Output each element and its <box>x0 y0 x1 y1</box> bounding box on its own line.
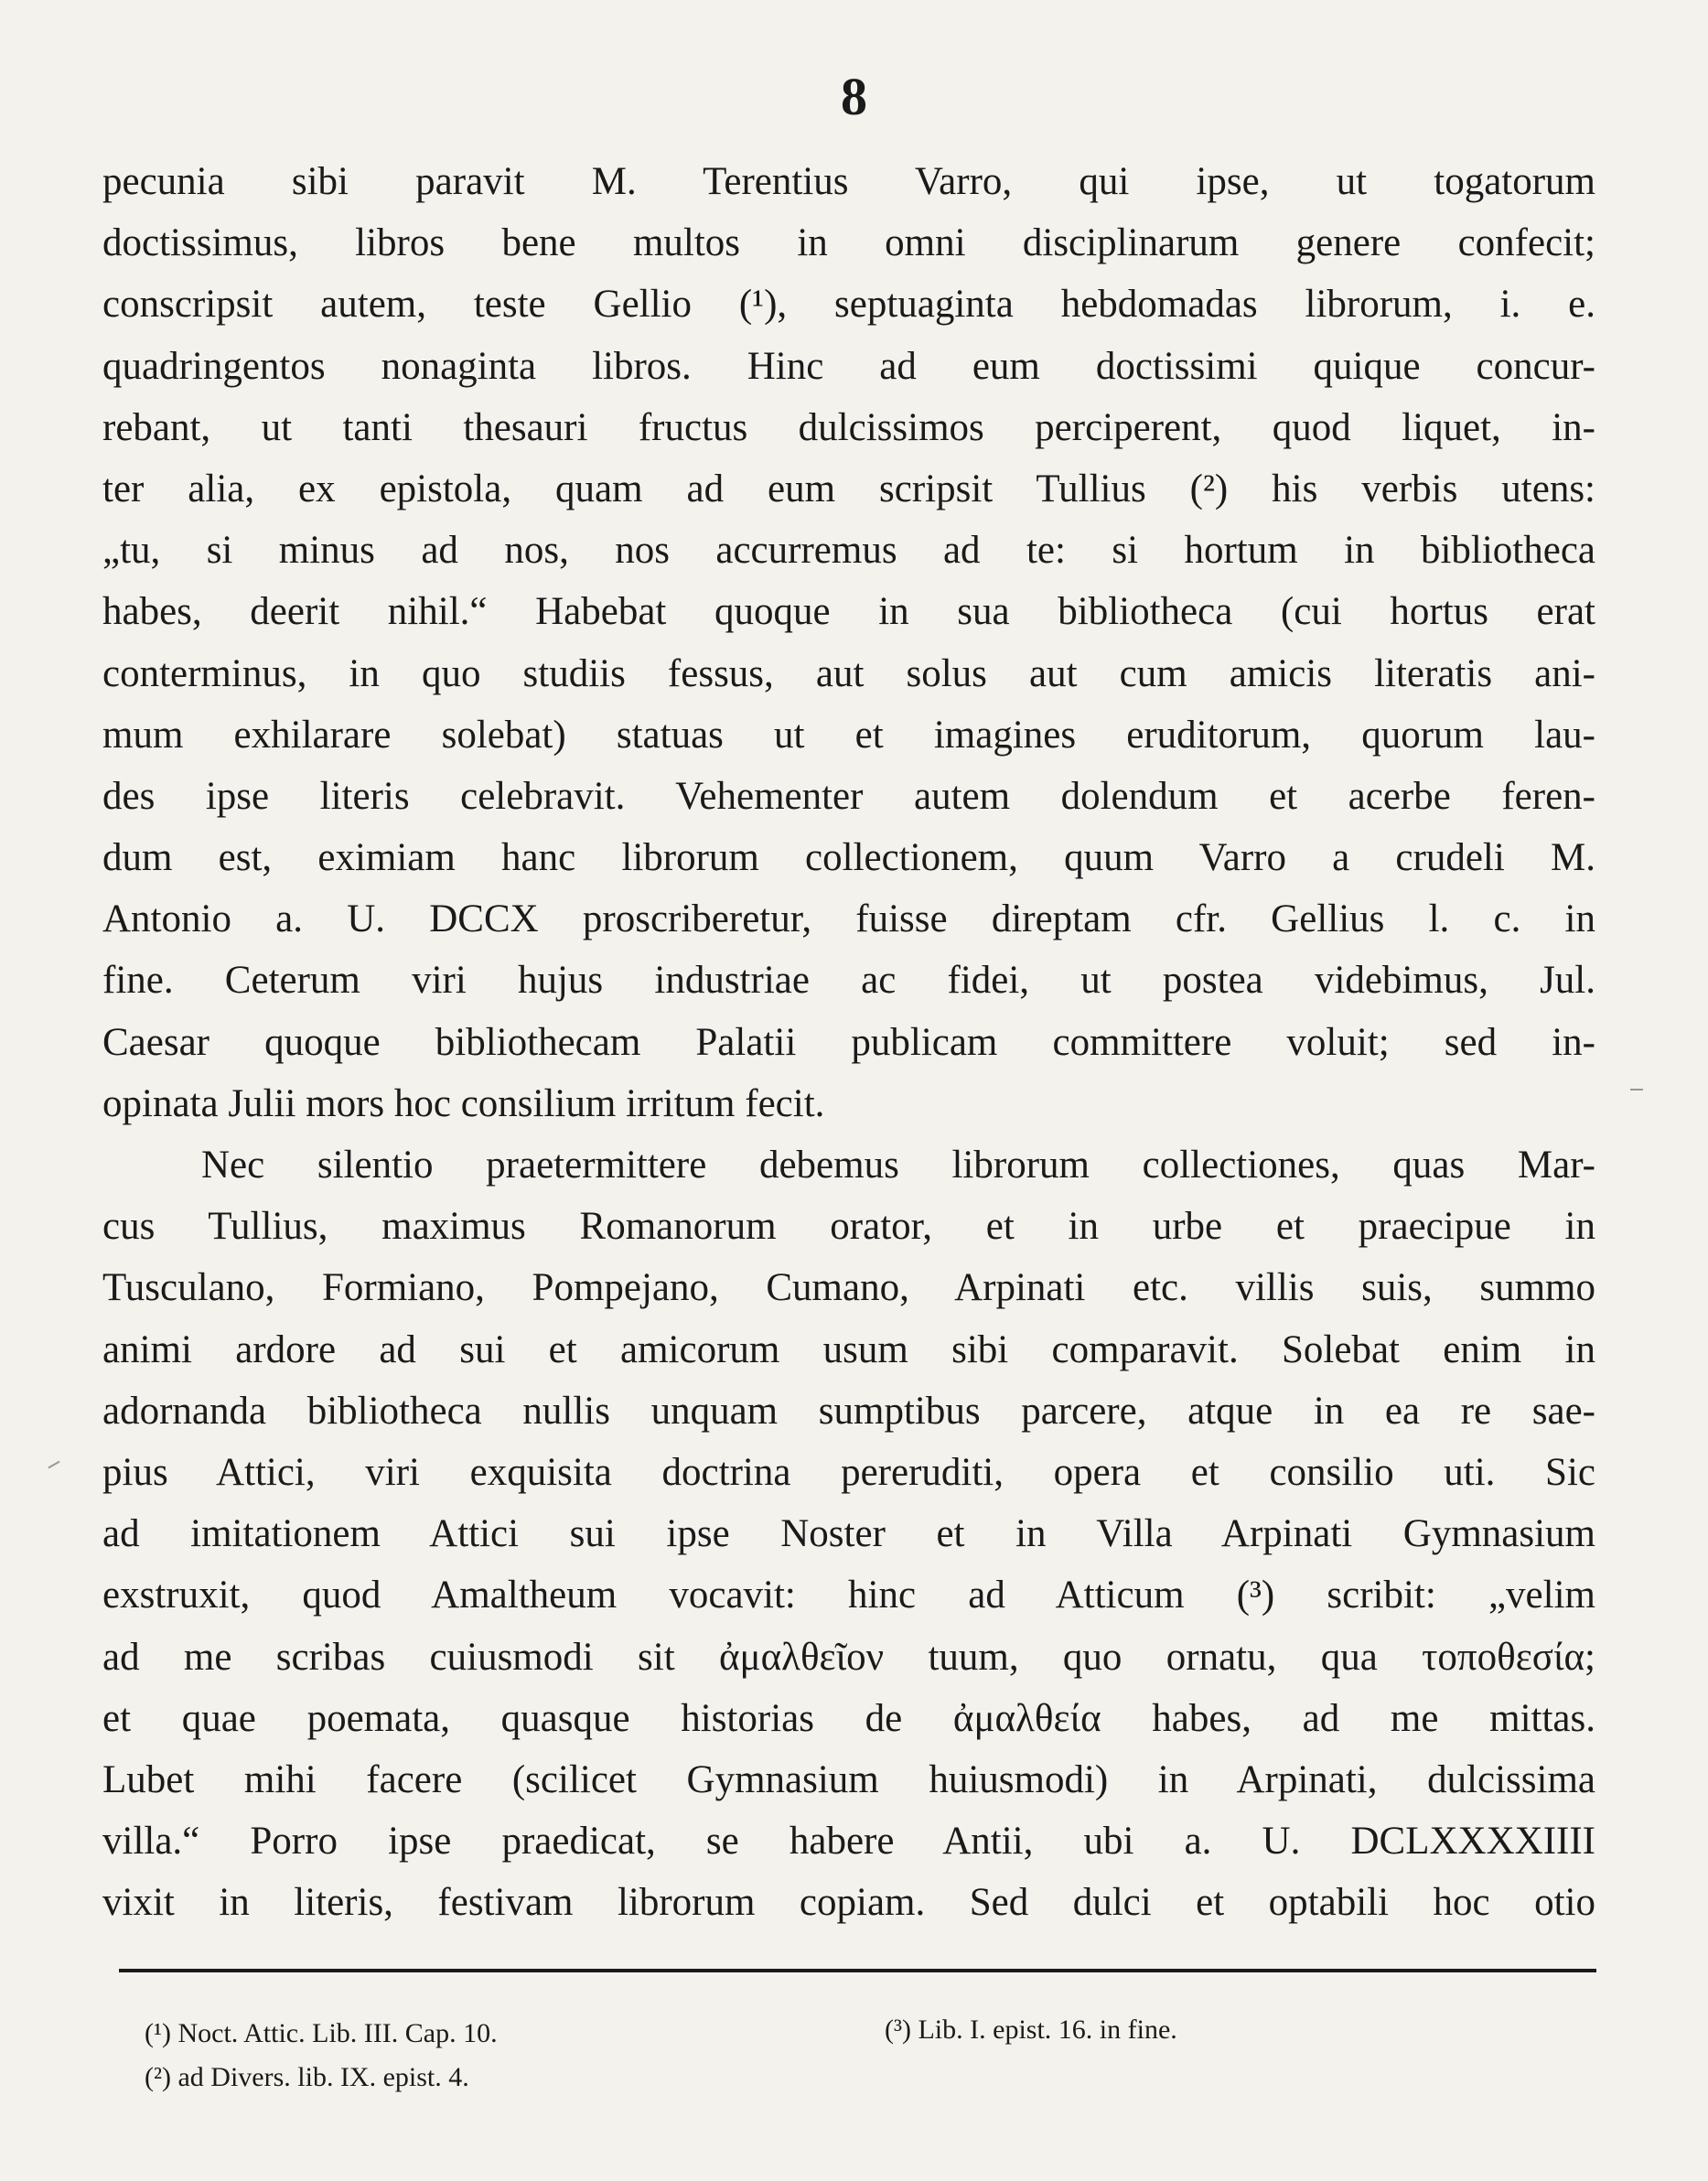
footnote-3: (³) Lib. I. epist. 16. in fine. <box>885 2014 1177 2045</box>
text-line: doctissimus, libros bene multos in omni disciplinarum genere confecit; <box>102 221 1595 265</box>
footnote-1: (¹) Noct. Attic. Lib. III. Cap. 10. <box>145 2018 498 2048</box>
text-line: Antonio a. U. DCCX proscriberetur, fuisse direptam cfr. Gellius l. c. in <box>102 897 1595 941</box>
text-line: ad me scribas cuiusmodi sit ἀμαλθεῖον tuum, quo ornatu, qua τοποθεσία; <box>102 1635 1595 1679</box>
text-line: dum est, eximiam hanc librorum collectionem, quum Varro a crudeli M. <box>102 836 1595 880</box>
text-line: conterminus, in quo studiis fessus, aut solus aut cum amicis literatis ani- <box>102 651 1595 695</box>
text-line: exstruxit, quod Amaltheum vocavit: hinc ad Atticum (³) scribit: „velim <box>102 1574 1595 1617</box>
text-line: mum exhilarare solebat) statuas ut et imagines eruditorum, quorum lau- <box>102 713 1595 757</box>
text-line: habes, deerit nihil.“ Habebat quoque in sua bibliotheca (cui hortus erat <box>102 590 1595 634</box>
text-line: et quae poemata, quasque historias de ἀμαλθεία habes, ad me mittas. <box>102 1696 1595 1740</box>
text-line: cus Tullius, maximus Romanorum orator, et in urbe et praecipue in <box>102 1205 1595 1249</box>
footnote-rule <box>119 1969 1596 1972</box>
text-line: conscripsit autem, teste Gellio (¹), septuaginta hebdomadas librorum, i. e. <box>102 283 1595 327</box>
text-line: villa.“ Porro ipse praedicat, se habere Antii, ubi a. U. DCLXXXXIIII <box>102 1820 1595 1864</box>
margin-mark <box>48 1461 59 1469</box>
paragraph-start-line: Nec silentio praetermittere debemus librorum collectiones, quas Mar- <box>201 1144 1595 1187</box>
text-line: des ipse literis celebravit. Vehementer autem dolendum et acerbe feren- <box>102 774 1595 818</box>
text-line: pius Attici, viri exquisita doctrina pereruditi, opera et consilio uti. Sic <box>102 1450 1595 1494</box>
text-line: Lubet mihi facere (scilicet Gymnasium huiusmodi) in Arpinati, dulcissima <box>102 1757 1595 1801</box>
text-line: ter alia, ex epistola, quam ad eum scripsit Tullius (²) his verbis utens: <box>102 467 1595 510</box>
text-line: adornanda bibliotheca nullis unquam sumptibus parcere, atque in ea re sae- <box>102 1389 1595 1433</box>
text-line: quadringentos nonaginta libros. Hinc ad eum doctissimi quique concur- <box>102 344 1595 388</box>
text-line: animi ardore ad sui et amicorum usum sibi comparavit. Solebat enim in <box>102 1327 1595 1371</box>
footnote-2: (²) ad Divers. lib. IX. epist. 4. <box>145 2062 469 2092</box>
paragraph-end-line: opinata Julii mors hoc consilium irritum fecit. <box>102 1081 825 1125</box>
page-number: 8 <box>841 67 867 126</box>
text-line: „tu, si minus ad nos, nos accurremus ad te: si hortum in bibliotheca <box>102 529 1595 573</box>
text-line: Caesar quoque bibliothecam Palatii publicam committere voluit; sed in- <box>102 1020 1595 1064</box>
text-line: vixit in literis, festivam librorum copiam. Sed dulci et optabili hoc otio <box>102 1881 1595 1925</box>
text-line: rebant, ut tanti thesauri fructus dulcissimos perciperent, quod liquet, in- <box>102 405 1595 449</box>
text-line: ad imitationem Attici sui ipse Noster et in Villa Arpinati Gymnasium <box>102 1512 1595 1556</box>
text-line: fine. Ceterum viri hujus industriae ac fidei, ut postea videbimus, Jul. <box>102 959 1595 1003</box>
body-text <box>102 151 1595 1933</box>
text-line: Tusculano, Formiano, Pompejano, Cumano, Arpinati etc. villis suis, summo <box>102 1266 1595 1310</box>
margin-mark <box>1630 1089 1643 1090</box>
text-line: pecunia sibi paravit M. Terentius Varro, qui ipse, ut togatorum <box>102 160 1595 203</box>
